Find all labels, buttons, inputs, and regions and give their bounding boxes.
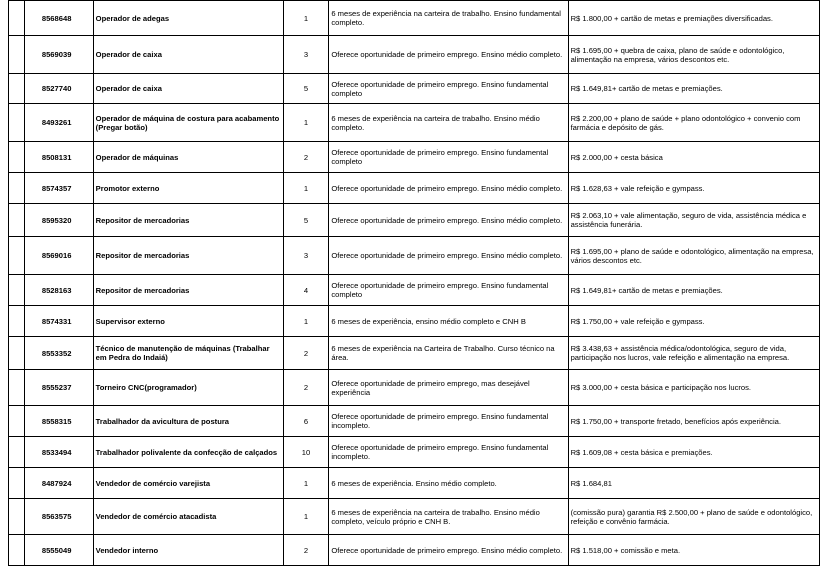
- table-row: [9, 204, 820, 237]
- requirements: 6 meses de experiência na Carteira de Trabalho. Curso técnico na área.: [329, 337, 568, 370]
- job-title: Torneiro CNC(programador): [93, 370, 283, 406]
- vacancy-count: 1: [283, 173, 329, 204]
- job-title: Repositor de mercadorias: [93, 204, 283, 237]
- job-title: Vendedor de comércio varejista: [93, 468, 283, 499]
- vacancy-count: 1: [283, 104, 329, 142]
- vacancy-count: 1: [283, 468, 329, 499]
- job-title: Repositor de mercadorias: [93, 275, 283, 306]
- salary-benefits: R$ 1.695,00 + quebra de caixa, plano de saúde e odontológico, alimentação na empresa, vários descontos etc.: [568, 36, 819, 74]
- vacancy-count: 1: [283, 306, 329, 337]
- table-row: [9, 499, 820, 535]
- table-row: [9, 275, 820, 306]
- row-marker-cell: [9, 468, 25, 499]
- requirements: Oferece oportunidade de primeiro emprego. Ensino fundamental completo: [329, 275, 568, 306]
- salary-benefits: R$ 3.438,63 + assistência médica/odontológica, seguro de vida, participação nos lucros, vale refeição e alimentação na empresa.: [568, 337, 819, 370]
- vacancy-count: 2: [283, 337, 329, 370]
- requirements: Oferece oportunidade de primeiro emprego. Ensino fundamental completo: [329, 74, 568, 104]
- row-marker-cell: [9, 204, 25, 237]
- job-title: Trabalhador da avicultura de postura: [93, 406, 283, 437]
- row-marker-cell: [9, 74, 25, 104]
- table-row: [9, 36, 820, 74]
- requirements: Oferece oportunidade de primeiro emprego. Ensino médio completo.: [329, 204, 568, 237]
- table-row: [9, 1, 820, 36]
- table-row: [9, 535, 820, 566]
- vacancy-count: 2: [283, 370, 329, 406]
- table-row: [9, 306, 820, 337]
- job-title: Vendedor interno: [93, 535, 283, 566]
- salary-benefits: R$ 3.000,00 + cesta básica e participação nos lucros.: [568, 370, 819, 406]
- row-marker-cell: [9, 275, 25, 306]
- vacancy-code: 8558315: [24, 406, 93, 437]
- job-title: Operador de máquinas: [93, 142, 283, 173]
- row-marker-cell: [9, 173, 25, 204]
- vacancy-count: 3: [283, 237, 329, 275]
- vacancy-code: 8555049: [24, 535, 93, 566]
- vacancy-code: 8595320: [24, 204, 93, 237]
- table-row: [9, 468, 820, 499]
- requirements: Oferece oportunidade de primeiro emprego. Ensino médio completo.: [329, 36, 568, 74]
- salary-benefits: R$ 1.609,08 + cesta básica e premiações.: [568, 437, 819, 468]
- requirements: Oferece oportunidade de primeiro emprego. Ensino fundamental incompleto.: [329, 406, 568, 437]
- requirements: 6 meses de experiência na carteira de trabalho. Ensino médio completo, veículo próprio e CNH B.: [329, 499, 568, 535]
- job-title: Técnico de manutenção de máquinas (Trabalhar em Pedra do Indaiá): [93, 337, 283, 370]
- vacancy-code: 8574357: [24, 173, 93, 204]
- job-title: Vendedor de comércio atacadista: [93, 499, 283, 535]
- salary-benefits: R$ 1.750,00 + transporte fretado, benefícios após experiência.: [568, 406, 819, 437]
- row-marker-cell: [9, 104, 25, 142]
- table-row: [9, 104, 820, 142]
- job-title: Promotor externo: [93, 173, 283, 204]
- table-row: [9, 237, 820, 275]
- row-marker-cell: [9, 337, 25, 370]
- salary-benefits: R$ 1.649,81+ cartão de metas e premiações.: [568, 275, 819, 306]
- table-row: [9, 370, 820, 406]
- vacancy-code: 8533494: [24, 437, 93, 468]
- vacancy-code: 8528163: [24, 275, 93, 306]
- requirements: 6 meses de experiência na carteira de trabalho. Ensino fundamental completo.: [329, 1, 568, 36]
- salary-benefits: R$ 1.684,81: [568, 468, 819, 499]
- salary-benefits: R$ 2.200,00 + plano de saúde + plano odontológico + convenio com farmácia e depósito de gás.: [568, 104, 819, 142]
- salary-benefits: (comissão pura) garantia R$ 2.500,00 + plano de saúde e odontológico, refeição e convênio farmácia.: [568, 499, 819, 535]
- salary-benefits: R$ 1.750,00 + vale refeição e gympass.: [568, 306, 819, 337]
- vacancy-code: 8508131: [24, 142, 93, 173]
- salary-benefits: R$ 2.063,10 + vale alimentação, seguro de vida, assistência médica e assistência funerária.: [568, 204, 819, 237]
- job-title: Operador de caixa: [93, 74, 283, 104]
- salary-benefits: R$ 1.800,00 + cartão de metas e premiações diversificadas.: [568, 1, 819, 36]
- vacancy-code: 8569039: [24, 36, 93, 74]
- table-row: [9, 437, 820, 468]
- vacancy-code: 8568648: [24, 1, 93, 36]
- table-row: [9, 173, 820, 204]
- job-vacancies-table: [8, 0, 820, 566]
- row-marker-cell: [9, 237, 25, 275]
- vacancy-count: 5: [283, 74, 329, 104]
- salary-benefits: R$ 1.518,00 + comissão e meta.: [568, 535, 819, 566]
- table-row: [9, 142, 820, 173]
- vacancy-code: 8553352: [24, 337, 93, 370]
- vacancy-count: 1: [283, 499, 329, 535]
- requirements: Oferece oportunidade de primeiro emprego. Ensino fundamental completo: [329, 142, 568, 173]
- salary-benefits: R$ 1.628,63 + vale refeição e gympass.: [568, 173, 819, 204]
- requirements: 6 meses de experiência, ensino médio completo e CNH B: [329, 306, 568, 337]
- row-marker-cell: [9, 406, 25, 437]
- job-title: Trabalhador polivalente da confecção de calçados: [93, 437, 283, 468]
- vacancy-code: 8555237: [24, 370, 93, 406]
- table-row: [9, 337, 820, 370]
- vacancy-count: 10: [283, 437, 329, 468]
- requirements: Oferece oportunidade de primeiro emprego. Ensino médio completo.: [329, 535, 568, 566]
- vacancy-code: 8527740: [24, 74, 93, 104]
- vacancy-count: 2: [283, 142, 329, 173]
- job-title: Operador de máquina de costura para acabamento (Pregar botão): [93, 104, 283, 142]
- requirements: Oferece oportunidade de primeiro emprego. Ensino médio completo.: [329, 237, 568, 275]
- row-marker-cell: [9, 36, 25, 74]
- salary-benefits: R$ 2.000,00 + cesta básica: [568, 142, 819, 173]
- requirements: Oferece oportunidade de primeiro emprego, mas desejável experiência: [329, 370, 568, 406]
- job-title: Operador de caixa: [93, 36, 283, 74]
- row-marker-cell: [9, 535, 25, 566]
- salary-benefits: R$ 1.649,81+ cartão de metas e premiações.: [568, 74, 819, 104]
- vacancy-count: 3: [283, 36, 329, 74]
- requirements: Oferece oportunidade de primeiro emprego. Ensino fundamental incompleto.: [329, 437, 568, 468]
- row-marker-cell: [9, 499, 25, 535]
- job-title: Operador de adegas: [93, 1, 283, 36]
- vacancy-count: 6: [283, 406, 329, 437]
- row-marker-cell: [9, 370, 25, 406]
- vacancy-code: 8487924: [24, 468, 93, 499]
- requirements: Oferece oportunidade de primeiro emprego. Ensino médio completo.: [329, 173, 568, 204]
- table-row: [9, 74, 820, 104]
- requirements: 6 meses de experiência. Ensino médio completo.: [329, 468, 568, 499]
- salary-benefits: R$ 1.695,00 + plano de saúde e odontológico, alimentação na empresa, vários descontos etc.: [568, 237, 819, 275]
- vacancy-code: 8574331: [24, 306, 93, 337]
- row-marker-cell: [9, 306, 25, 337]
- job-title: Repositor de mercadorias: [93, 237, 283, 275]
- vacancy-code: 8563575: [24, 499, 93, 535]
- vacancy-code: 8569016: [24, 237, 93, 275]
- vacancy-count: 1: [283, 1, 329, 36]
- vacancy-count: 2: [283, 535, 329, 566]
- table-row: [9, 406, 820, 437]
- vacancy-count: 5: [283, 204, 329, 237]
- row-marker-cell: [9, 142, 25, 173]
- row-marker-cell: [9, 1, 25, 36]
- requirements: 6 meses de experiência na carteira de trabalho. Ensino médio completo.: [329, 104, 568, 142]
- vacancy-count: 4: [283, 275, 329, 306]
- job-title: Supervisor externo: [93, 306, 283, 337]
- vacancy-code: 8493261: [24, 104, 93, 142]
- row-marker-cell: [9, 437, 25, 468]
